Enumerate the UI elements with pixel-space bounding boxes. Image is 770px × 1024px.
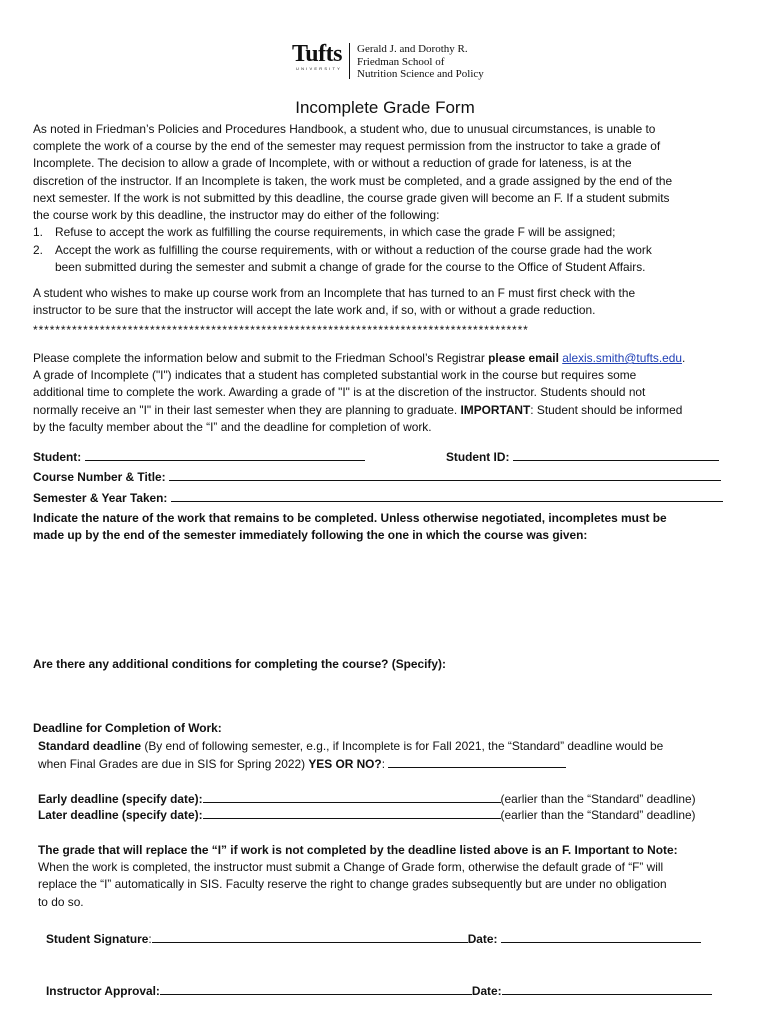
important-label: IMPORTANT [460, 402, 531, 417]
intro-line: As noted in Friedman’s Policies and Procedures Handbook, a student who, due to unusual circumstances, is unable to [33, 122, 656, 136]
school-line: Gerald J. and Dorothy R. [357, 43, 468, 55]
later-deadline-label: Later deadline (specify date): [38, 808, 203, 822]
standard-deadline [38, 738, 738, 773]
course-label: Course Number & Title: [33, 470, 166, 484]
nature-question [33, 510, 733, 544]
later-deadline-input-line[interactable] [203, 806, 501, 819]
instructor-signature-line[interactable] [160, 982, 472, 995]
instructions-line: A grade of Incomplete ("I") indicates that a student has completed substantial work in the course but requires some [33, 368, 637, 383]
yes-no-input-line[interactable] [388, 755, 566, 768]
instructor-approval-label: Instructor Approval: [46, 984, 160, 998]
course-input-line[interactable] [169, 468, 721, 481]
student-id-label: Student ID: [446, 450, 510, 464]
standard-text: (By end of following semester, e.g., if Incomplete is for Fall 2021, the “Standard” deadline would be [141, 739, 664, 753]
early-deadline-input-line[interactable] [203, 790, 501, 803]
instructor-date-label: Date: [471, 984, 502, 998]
note-line: When the work is completed, the instructor must submit a Change of Grade form, otherwise the default grade of “F” will [38, 860, 664, 875]
yes-no-colon: : [381, 757, 385, 772]
intro-line: Incomplete. The decision to allow a grade of Incomplete, with or without a reduction of grade for lateness, is at the [33, 156, 632, 171]
student-date-line[interactable] [501, 930, 701, 943]
intro-line: discretion of the instructor. If an Incomplete is taken, the work must be completed, and a grade assigned by the end of the [33, 173, 673, 188]
instructor-approval-field [46, 982, 712, 1000]
course-field [33, 468, 721, 486]
intro-line: next semester. If the work is not submitted by this deadline, the course grade given will become an F. If a student submits [33, 190, 670, 205]
instructions-line: by the faculty member about the “I” and the deadline for completion of work. [33, 419, 432, 434]
instructions-line [33, 402, 733, 419]
semester-input-line[interactable] [171, 489, 723, 502]
instructions-text: Please complete the information below and submit to the Friedman School’s Registrar [33, 351, 489, 365]
instructions-line: additional time to complete the work. Awarding a grade of "I" is at the discretion of the instructor. Students should not [33, 385, 646, 400]
school-line: Friedman School of [357, 55, 445, 68]
note-line: replace the “I” automatically in SIS. Faculty reserve the right to change grades subsequently but are under no obligation [38, 877, 667, 892]
student-signature-line[interactable] [152, 930, 468, 943]
student-field [33, 448, 365, 466]
later-deadline-field [38, 806, 696, 824]
option-number: 1. [33, 225, 43, 239]
school-line: Nutrition Science and Policy [357, 68, 484, 80]
option-number: 2. [33, 243, 43, 257]
later-deadline-note: (earlier than the “Standard” deadline) [500, 808, 696, 822]
semester-field [33, 489, 723, 507]
option-text [55, 242, 735, 276]
instructor-date-line[interactable] [502, 982, 712, 995]
makeup-line: instructor to be sure that the instructor will accept the late work and, if so, with or without a grade reduction. [33, 303, 596, 318]
student-signature-field [46, 930, 701, 948]
early-deadline-label: Early deadline (specify date): [38, 792, 203, 806]
school-name [357, 43, 484, 81]
standard-text: when Final Grades are due in SIS for Spring 2022) [38, 757, 309, 772]
student-input-line[interactable] [85, 448, 365, 461]
nature-line: made up by the end of the semester immediately following the one in which the course was given: [33, 528, 588, 543]
student-id-input-line[interactable] [513, 448, 719, 461]
note-line: to do so. [38, 894, 84, 909]
logo-divider [349, 43, 350, 79]
note-bold-line: The grade that will replace the “I” if work is not completed by the deadline listed above is an F. Important to Note: [38, 843, 678, 857]
instructions-line [33, 350, 733, 367]
intro-line: complete the work of a course by the end of the semester may request permission from the instructor to take a grade of [33, 139, 661, 154]
instructions-bold: please email [488, 351, 563, 365]
logo-subtext: UNIVERSITY [296, 66, 343, 71]
standard-line [38, 738, 738, 755]
instructions-paragraph [33, 350, 733, 436]
standard-deadline-label: Standard deadline [38, 739, 142, 753]
student-id-field [446, 448, 719, 466]
yes-no-label: YES OR NO? [308, 757, 382, 772]
makeup-line: A student who wishes to make up course work from an Incomplete that has turned to an F must first check with the [33, 286, 636, 300]
signature-colon: : [148, 932, 152, 946]
intro-paragraph [33, 121, 733, 224]
nature-line: Indicate the nature of the work that remains to be completed. Unless otherwise negotiated, incompletes must be [33, 511, 667, 525]
separator: ***************************************************************************************** [33, 323, 529, 337]
conditions-question: Are there any additional conditions for completing the course? (Specify): [33, 657, 446, 671]
instructions-text: . [682, 351, 686, 365]
student-date-label: Date: [467, 932, 498, 946]
option-line: been submitted during the semester and submit a change of grade for the course to the Office of Student Affairs. [55, 260, 646, 275]
option-line: Accept the work as fulfilling the course requirements, with or without a reduction of the course grade had the work [55, 243, 652, 257]
registrar-email-link[interactable]: alexis.smith@tufts.edu [562, 351, 683, 365]
intro-line: the course work by this deadline, the instructor may do either of the following: [33, 208, 440, 223]
instructions-text: : Student should be informed [530, 402, 683, 417]
student-signature-label: Student Signature [46, 932, 149, 946]
early-deadline-note: (earlier than the “Standard” deadline) [500, 792, 696, 806]
deadline-heading: Deadline for Completion of Work: [33, 721, 222, 735]
semester-label: Semester & Year Taken: [33, 491, 168, 505]
grade-note [38, 842, 738, 911]
makeup-paragraph [33, 285, 733, 319]
instructions-text: normally receive an "I" in their last semester when they are planning to graduate. [33, 402, 461, 417]
standard-line [38, 755, 738, 773]
logo-wordmark: Tufts [292, 41, 342, 67]
option-text: Refuse to accept the work as fulfilling the course requirements, in which case the grade F will be assigned; [55, 225, 616, 239]
student-label: Student: [33, 450, 82, 464]
form-title: Incomplete Grade Form [295, 98, 475, 117]
